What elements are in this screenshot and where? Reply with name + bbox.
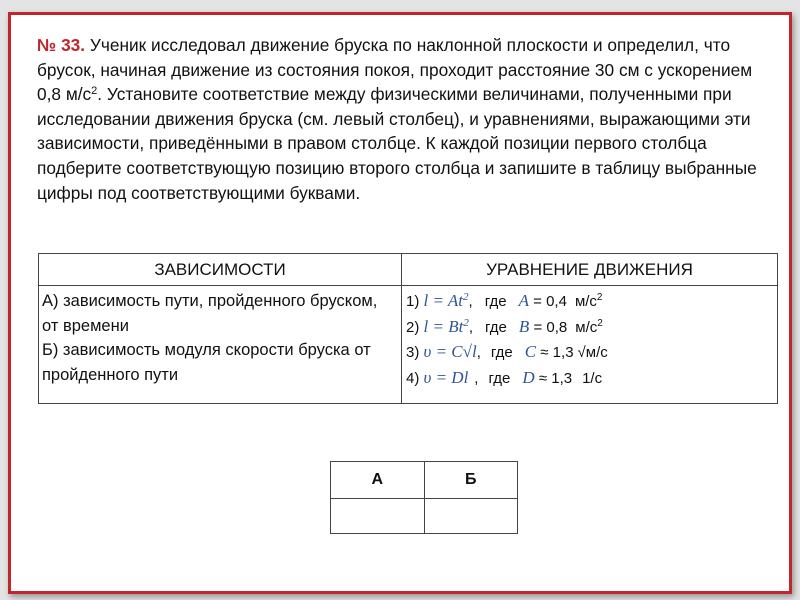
equation-unit: $м/с^2$: [575, 317, 603, 336]
answer-table-header-row: [331, 462, 518, 499]
equation-unit: √м/с: [577, 344, 608, 362]
equation-row: 4) υ = Dl , где D ≈ 1,3 1/с: [406, 367, 603, 387]
answer-header-a: А: [331, 462, 425, 499]
equation-row: 3) υ = C√l, где C ≈ 1,3 √м/с: [406, 342, 608, 362]
header-dependencies: ЗАВИСИМОСТИ: [39, 254, 402, 286]
header-equations: УРАВНЕНИЕ ДВИЖЕНИЯ: [402, 254, 778, 286]
equation-row: 2) $l = Bt^2$, где B = 0,8 $м/с^2$: [406, 316, 603, 336]
answer-cell-a[interactable]: [331, 499, 425, 534]
matching-table: [38, 253, 778, 404]
dependencies-cell: [39, 286, 402, 404]
answer-header-b: Б: [424, 462, 518, 499]
problem-text-part-1: Ученик исследовал движение бруска по наклонной плоскости и определил, что брусок, начиная движение из состояния покоя, проходит расстояние 30 см с ускорением 0,8 м/с: [37, 35, 753, 105]
equation-unit: $м/с^2$: [574, 292, 603, 310]
equation-formula: $l = Bt^2$: [423, 316, 469, 336]
problem-text-superscript: 2: [91, 85, 98, 98]
equation-value: = 0,4: [533, 293, 567, 310]
dependency-item-a: А) зависимость пути, пройденного бруском, от времени: [42, 292, 378, 335]
equation-number: 4): [406, 369, 420, 387]
slide-frame: [8, 12, 792, 594]
equation-value: = 0,8: [533, 318, 568, 336]
answer-table-input-row: [331, 499, 518, 534]
matching-table-body-row: [39, 286, 778, 404]
problem-statement: [37, 33, 777, 205]
answer-cell-b[interactable]: [424, 499, 518, 534]
problem-text-part-2: . Установите соответствие между физическими величинами, полученными при исследовании движения бруска (см. левый столбец), и уравнениями, выражающими эти зависимости, приведёнными в правом столбце. К каждой позиции первого столбца подберите соответствующую позицию второго столбца и запишите в таблицу выбранные цифры под соответствующими буквами.: [37, 84, 757, 203]
equation-number: 3): [406, 344, 420, 362]
equation-where: где: [488, 369, 511, 387]
matching-table-header-row: [39, 254, 778, 286]
equation-formula: υ = C√l: [423, 342, 477, 362]
equation-where: где: [490, 344, 513, 362]
equation-unit: 1/с: [582, 369, 603, 387]
equation-value: ≈ 1,3: [540, 344, 574, 362]
equation-symbol: C: [524, 342, 537, 362]
equation-where: где: [485, 318, 507, 336]
equation-number: 1): [406, 293, 420, 310]
equation-value: ≈ 1,3: [538, 369, 573, 387]
equation-formula: υ = Dl: [423, 367, 469, 387]
equation-formula: $l = At^2$: [423, 291, 469, 310]
equation-symbol: D: [522, 367, 535, 387]
answer-table: [330, 461, 518, 534]
equation-symbol: A: [518, 291, 529, 310]
equation-symbol: B: [518, 316, 530, 336]
equation-number: 2): [406, 318, 420, 336]
equation-where: где: [484, 293, 507, 310]
equations-cell: [402, 286, 778, 404]
dependency-item-b: Б) зависимость модуля скорости бруска от пройденного пути: [42, 341, 371, 384]
equation-row: 1) $l = At^2$, где A = 0,4 $м/с^2$: [406, 291, 603, 310]
problem-number: № 33.: [37, 35, 86, 55]
